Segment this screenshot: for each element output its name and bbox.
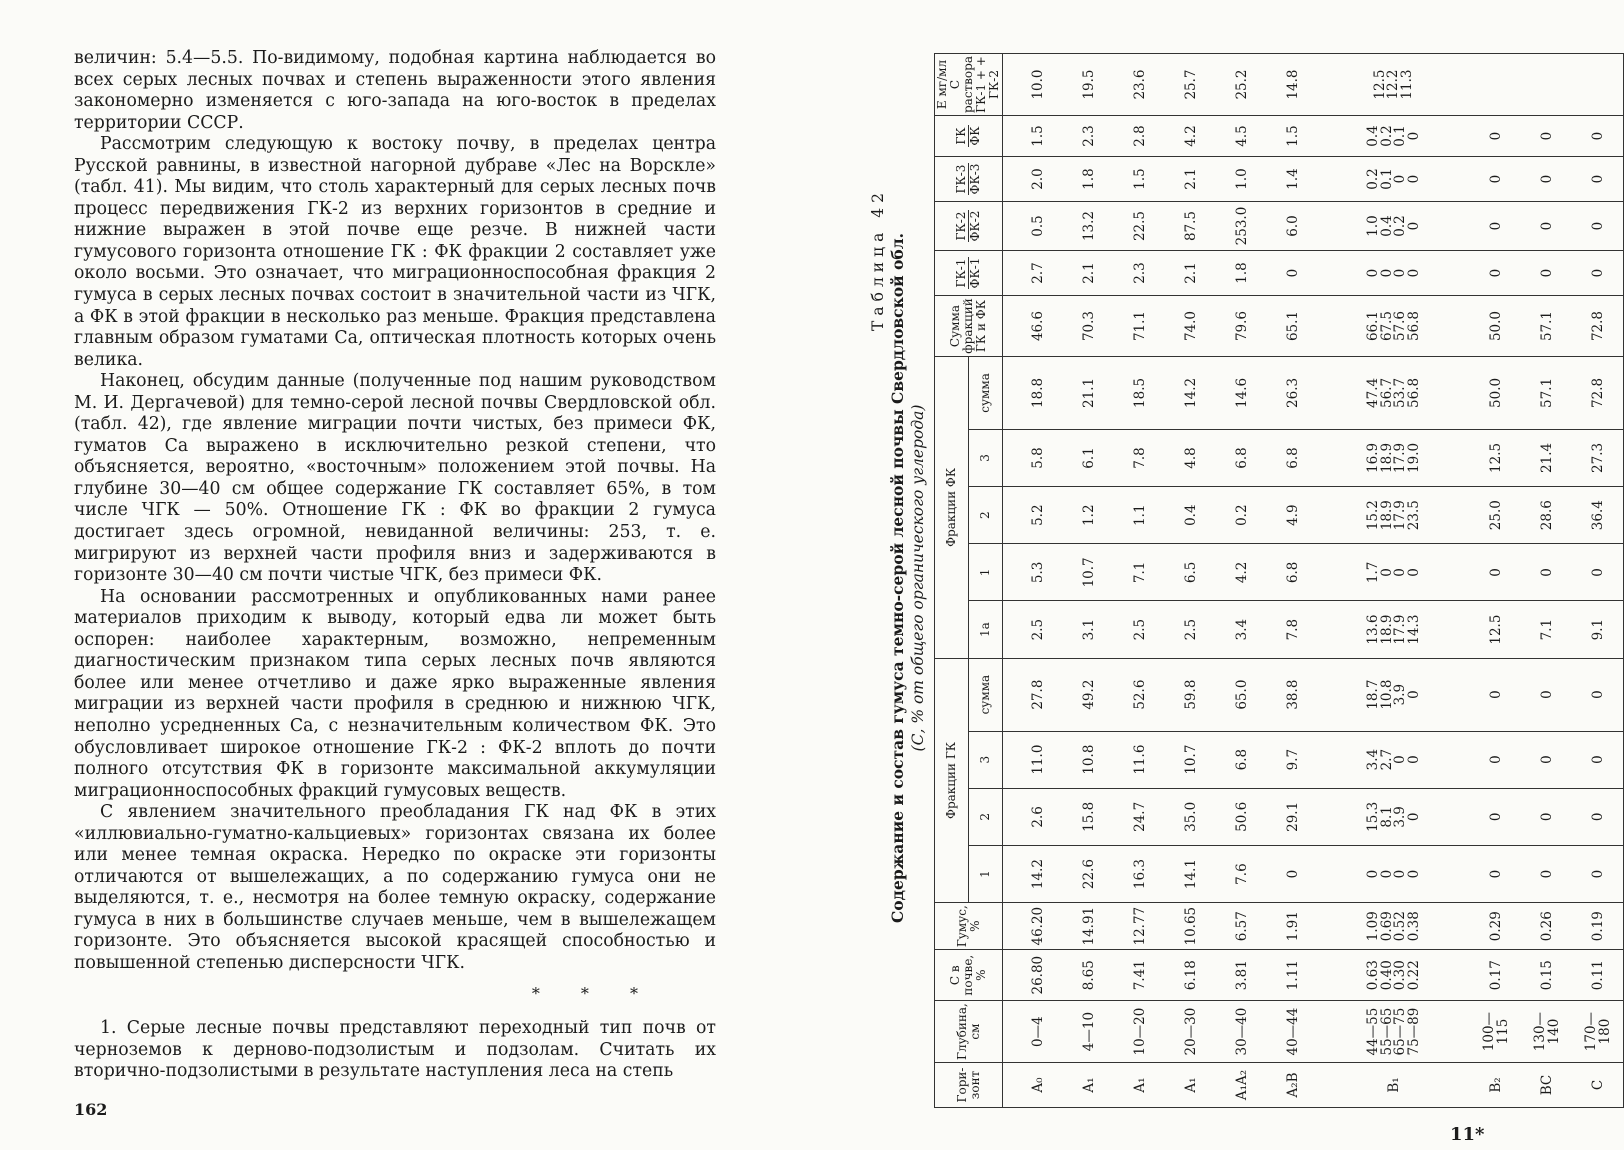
table-cell-g1: 0 [1521,845,1572,902]
table-cell-r1: 0 [1521,251,1572,296]
table-cell-hum: 6.57 [1216,903,1267,950]
header-ratio-3: ГК-3 ФК-3 [935,157,1003,202]
table-cell-c: 0.17 [1470,950,1521,1001]
table-cell-c: 8.65 [1063,950,1114,1001]
table-cell-c: 1.11 [1267,950,1318,1001]
table-body [1003,54,1624,1108]
table-cell-d: 170—180 [1572,1001,1624,1063]
table-cell-g2: 15.8 [1063,788,1114,845]
table-cell-r2: 22.5 [1114,202,1165,251]
table-cell-g3: 9.7 [1267,731,1318,788]
table-cell-f3: 4.8 [1165,429,1216,486]
table-cell-d: 130—140 [1521,1001,1572,1063]
table-cell-g2: 29.1 [1267,788,1318,845]
table-cell-sum: 50.0 [1470,296,1521,357]
table-row [1572,54,1624,1108]
table-cell-g1: 14.1 [1165,845,1216,902]
table-cell-f3: 21.4 [1521,429,1572,486]
table-cell-c: 0.63 0.40 0.30 0.22 [1318,950,1470,1001]
table-cell-f3: 5.8 [1003,429,1064,486]
table-cell-fs: 26.3 [1267,357,1318,430]
table-cell-e: 25.2 [1216,54,1267,116]
header-ratio-2: ГК-2 ФК-2 [935,202,1003,251]
table-cell-hum: 1.09 0.69 0.52 0.38 [1318,903,1470,950]
header-fk-2: 2 [969,487,1003,544]
header-gk-3: 3 [969,731,1003,788]
table-cell-hum: 0.19 [1572,903,1624,950]
table-cell-e: 12.5 12.2 11.3 [1318,54,1470,116]
table-cell-g2: 0 [1572,788,1624,845]
table-cell-h: A₂B [1267,1063,1318,1108]
table-cell-r2: 6.0 [1267,202,1318,251]
table-cell-r: 1.5 [1003,116,1064,157]
header-fk-group: Фракции ФК [935,357,969,659]
header-ratio-1: ГК-1 ФК-1 [935,251,1003,296]
table-cell-g3: 11.0 [1003,731,1064,788]
table-cell-sum: 71.1 [1114,296,1165,357]
table-cell-f3: 6.8 [1267,429,1318,486]
table-cell-r3: 2.1 [1165,157,1216,202]
table-cell-e [1572,54,1624,116]
header-fk-1: 1 [969,544,1003,601]
table-cell-h: BC [1521,1063,1572,1108]
table-cell-r: 4.5 [1216,116,1267,157]
table-cell-g3: 3.4 2.7 0 0 [1318,731,1470,788]
table-cell-fs: 47.4 56.7 53.7 56.8 [1318,357,1470,430]
table-cell-d: 10—20 [1114,1001,1165,1063]
table-cell-e: 10.0 [1003,54,1064,116]
page-number-right: 11* [1450,1124,1485,1145]
table-cell-g2: 0 [1470,788,1521,845]
table-cell-c: 7.41 [1114,950,1165,1001]
table-cell-e: 19.5 [1063,54,1114,116]
table-cell-f3: 16.9 18.9 17.9 19.0 [1318,429,1470,486]
header-gk-group: Фракции ГК [935,658,969,902]
table-cell-f1: 5.3 [1003,544,1064,601]
table-row [1318,54,1470,1108]
table-cell-fs: 18.8 [1003,357,1064,430]
table-cell-g3: 10.7 [1165,731,1216,788]
table-cell-fs: 72.8 [1572,357,1624,430]
table-cell-d: 20—30 [1165,1001,1216,1063]
table-cell-f2: 0.2 [1216,487,1267,544]
table-cell-r2: 13.2 [1063,202,1114,251]
table-cell-f2: 28.6 [1521,487,1572,544]
table-cell-e [1521,54,1572,116]
paragraph-4: На основании рассмотренных и опубликованных нами ранее материалов приходим к выводу, который едва ли может быть оспорен: наиболее характерным, возможно, непременным диагностическим признаком типа серых лесных почв являются более или менее отчетливо и даже ярко выраженные явления миграции из верхней части профиля в среднюю и нижнюю ЧГК, неполно усредненных Са, с незначительным количеством ФК. Это обусловливает широкое отношение ГК-2 : ФК-2 вплоть до почти полного отсутствия ФК в горизонте максимальной аккумуляции миграционноспособных фракций гумусовых веществ. [74,586,716,801]
table-subtitle: (С, % от общего органического углерода) [909,404,927,752]
table-cell-hum: 1.91 [1267,903,1318,950]
header-gk-sum: сумма [969,658,1003,731]
table-page-rotated [868,48,1613,1108]
humus-table [934,53,1624,1108]
table-cell-f3: 27.3 [1572,429,1624,486]
table-cell-f3: 6.1 [1063,429,1114,486]
table-cell-sum: 70.3 [1063,296,1114,357]
table-cell-d: 4—10 [1063,1001,1114,1063]
table-row [1470,54,1521,1108]
table-cell-g2: 24.7 [1114,788,1165,845]
header-ratio-total: ГК ФК [935,116,1003,157]
header-depth: Глубина, см [935,1001,1003,1063]
paragraph-5: С явлением значительного преобладания ГК над ФК в этих «иллювиально-гуматно-кальциевых» горизонтах связана их более или менее темная окраска. Нередко по окраске эти горизонты отличаются от вышележащих, а по содержанию гумуса они не выделяются, т. е., несмотря на более темную окраску, содержание гумуса в них в большинстве случаев меньше, чем в вышележащем горизонте. Это объясняется высокой красящей способностью и повышенной степенью дисперсности ЧГК. [74,802,716,973]
table-cell-fs: 18.5 [1114,357,1165,430]
table-cell-g3: 11.6 [1114,731,1165,788]
table-cell-gs: 27.8 [1003,658,1064,731]
table-cell-h: A₁ [1165,1063,1216,1108]
table-cell-sum: 79.6 [1216,296,1267,357]
table-cell-d: 30—40 [1216,1001,1267,1063]
left-page-text [74,48,716,1083]
table-cell-g1: 0 [1267,845,1318,902]
table-cell-c: 3.81 [1216,950,1267,1001]
table-cell-r3: 0.2 0.1 0 0 [1318,157,1470,202]
table-cell-g1: 0 [1470,845,1521,902]
table-cell-r1: 2.3 [1114,251,1165,296]
table-cell-h: B₂ [1470,1063,1521,1108]
table-cell-f3: 7.8 [1114,429,1165,486]
table-row [1114,54,1165,1108]
table-cell-f1: 6.8 [1267,544,1318,601]
table-cell-r2: 0 [1470,202,1521,251]
table-cell-sum: 74.0 [1165,296,1216,357]
header-gk-1: 1 [969,845,1003,902]
table-cell-f1: 6.5 [1165,544,1216,601]
table-cell-f3: 6.8 [1216,429,1267,486]
table-cell-g3: 0 [1521,731,1572,788]
table-cell-f1a: 13.6 18.9 17.9 14.3 [1318,601,1470,658]
table-cell-r: 0.4 0.2 0.1 0 [1318,116,1470,157]
table-cell-hum: 46.20 [1003,903,1064,950]
table-cell-h: A₁ [1063,1063,1114,1108]
table-row [1165,54,1216,1108]
table-cell-r3: 1.4 [1267,157,1318,202]
header-gk-2: 2 [969,788,1003,845]
table-cell-gs: 52.6 [1114,658,1165,731]
table-cell-f1a: 7.8 [1267,601,1318,658]
section-separator: * * * [531,983,656,1003]
table-cell-g2: 15.3 8.1 3.9 0 [1318,788,1470,845]
table-cell-fs: 50.0 [1470,357,1521,430]
table-cell-r3: 2.0 [1003,157,1064,202]
paragraph-2: Рассмотрим следующую к востоку почву, в пределах центра Русской равнины, в известной нагорной дубраве «Лес на Ворскле» (табл. 41). Мы видим, что столь характерный для серых лесных почв процесс передвижения ГК-2 из верхних горизонтов в средние и нижние выражен в этой почве еще резче. В нижней части гумусового горизонта отношение ГК : ФК фракции 2 составляет уже около восьми. Это означает, что миграционноспособная фракция 2 гумуса в серых лесных почвах состоит в значительной части из ЧГК, а ФК в этой фракции в несколько раз меньше. Фракция представлена главным образом гуматами Са, оптическая плотность которых очень велика. [74,134,716,370]
table-cell-h: C [1572,1063,1624,1108]
paragraph-1: величин: 5.4—5.5. По-видимому, подобная картина наблюдается во всех серых лесных почвах и степень выраженности этого явления закономерно изменяется с юго-запада на юго-восток в пределах территории СССР. [74,48,716,133]
header-humus: Гумус, % [935,903,1003,950]
table-cell-g1: 14.2 [1003,845,1064,902]
table-cell-f1: 1.7 0 0 0 [1318,544,1470,601]
table-cell-g2: 2.6 [1003,788,1064,845]
table-cell-gs: 18.7 10.8 3.9 0 [1318,658,1470,731]
table-cell-gs: 65.0 [1216,658,1267,731]
table-cell-f1a: 3.4 [1216,601,1267,658]
table-cell-g1: 7.6 [1216,845,1267,902]
table-cell-r3: 0 [1572,157,1624,202]
table-cell-c: 26.80 [1003,950,1064,1001]
table-cell-f1: 7.1 [1114,544,1165,601]
table-cell-c: 0.11 [1572,950,1624,1001]
table-row [1216,54,1267,1108]
table-cell-r3: 1.0 [1216,157,1267,202]
table-cell-g3: 6.8 [1216,731,1267,788]
table-cell-d: 40—44 [1267,1001,1318,1063]
table-cell-r3: 0 [1470,157,1521,202]
header-fk-3: 3 [969,429,1003,486]
table-row [1267,54,1318,1108]
table-cell-r: 0 [1521,116,1572,157]
table-row [1063,54,1114,1108]
table-cell-r2: 1.0 0.4 0.2 0 [1318,202,1470,251]
table-cell-f1a: 7.1 [1521,601,1572,658]
table-cell-f2: 4.9 [1267,487,1318,544]
table-cell-g1: 16.3 [1114,845,1165,902]
table-title: Содержание и состав гумуса темно-серой лесной почвы Свердловской обл. [888,232,907,924]
table-cell-fs: 14.6 [1216,357,1267,430]
table-cell-r1: 0 [1470,251,1521,296]
table-cell-r2: 253.0 [1216,202,1267,251]
table-cell-f1a: 12.5 [1470,601,1521,658]
table-cell-r2: 87.5 [1165,202,1216,251]
table-cell-h: A₀ [1003,1063,1064,1108]
table-cell-f1a: 9.1 [1572,601,1624,658]
table-cell-f1: 10.7 [1063,544,1114,601]
table-cell-f1: 4.2 [1216,544,1267,601]
table-cell-hum: 0.29 [1470,903,1521,950]
table-cell-r1: 0 0 0 0 [1318,251,1470,296]
table-cell-h: A₁ [1114,1063,1165,1108]
table-cell-f3: 12.5 [1470,429,1521,486]
table-cell-sum: 72.8 [1572,296,1624,357]
table-cell-r3: 0 [1521,157,1572,202]
table-cell-d: 100—115 [1470,1001,1521,1063]
table-cell-f2: 36.4 [1572,487,1624,544]
table-cell-r: 4.2 [1165,116,1216,157]
table-row [1521,54,1572,1108]
table-cell-e: 25.7 [1165,54,1216,116]
table-cell-g1: 0 [1572,845,1624,902]
paragraph-6: 1. Серые лесные почвы представляют переходный тип почв от черноземов к дерново-подзолистым и подзолам. Считать их вторично-подзолистыми в результате наступления леса на степь [74,1018,716,1082]
table-caption [868,48,928,1108]
table-cell-sum: 46.6 [1003,296,1064,357]
header-c-soil: С в почве, % [935,950,1003,1001]
table-cell-gs: 38.8 [1267,658,1318,731]
header-sum-fractions: Сумма фракций ГК и ФК [935,296,1003,357]
table-cell-d: 44—55 55—65 65—75 75—89 [1318,1001,1470,1063]
table-cell-r: 2.3 [1063,116,1114,157]
table-cell-fs: 57.1 [1521,357,1572,430]
table-cell-r: 0 [1572,116,1624,157]
table-cell-gs: 0 [1470,658,1521,731]
table-cell-f2: 15.2 18.9 17.9 23.5 [1318,487,1470,544]
table-cell-h: B₁ [1318,1063,1470,1108]
table-cell-hum: 14.91 [1063,903,1114,950]
table-cell-f1: 0 [1521,544,1572,601]
table-cell-r1: 2.7 [1003,251,1064,296]
table-cell-r1: 2.1 [1165,251,1216,296]
table-cell-c: 0.15 [1521,950,1572,1001]
table-cell-sum: 65.1 [1267,296,1318,357]
table-cell-fs: 21.1 [1063,357,1114,430]
table-cell-e: 23.6 [1114,54,1165,116]
paragraph-3: Наконец, обсудим данные (полученные под нашим руководством М. И. Дергачевой) для темно-серой лесной почвы Свердловской обл. (табл. 42), где явление миграции почти чистых, без примеси ФК, гуматов Са выражено в исключительно резкой степени, что объясняется, вероятно, «восточным» положением этой почвы. На глубине 30—40 см общее содержание ГК составляет 65%, в том числе ЧГК — 50%. Отношение ГК : ФК во фракции 2 гумуса достигает здесь огромной, невиданной величины: 253, т. е. мигрируют из верхней части профиля вниз и задерживаются в горизонте 30—40 см почти чистые ЧГК, без примеси ФК. [74,371,716,586]
table-cell-g1: 22.6 [1063,845,1114,902]
table-cell-r1: 0 [1267,251,1318,296]
table-cell-fs: 14.2 [1165,357,1216,430]
table-cell-f1a: 2.5 [1165,601,1216,658]
table-cell-gs: 59.8 [1165,658,1216,731]
table-cell-gs: 0 [1572,658,1624,731]
table-cell-r3: 1.8 [1063,157,1114,202]
table-cell-r1: 2.1 [1063,251,1114,296]
table-cell-sum: 66.1 67.5 57.6 56.8 [1318,296,1470,357]
header-e-value: E мг/мл С раствора ГК-1 + + ГК-2 [935,54,1003,116]
table-cell-g3: 0 [1572,731,1624,788]
table-cell-g2: 50.6 [1216,788,1267,845]
table-cell-c: 6.18 [1165,950,1216,1001]
table-cell-r1: 1.8 [1216,251,1267,296]
page-number-left: 162 [74,1100,108,1119]
header-fk-1a: 1а [969,601,1003,658]
table-cell-f2: 1.2 [1063,487,1114,544]
table-cell-e [1470,54,1521,116]
table-cell-hum: 0.26 [1521,903,1572,950]
table-cell-r: 2.8 [1114,116,1165,157]
table-cell-r: 1.5 [1267,116,1318,157]
table-cell-f2: 5.2 [1003,487,1064,544]
table-cell-f2: 1.1 [1114,487,1165,544]
table-cell-r1: 0 [1572,251,1624,296]
table-cell-r: 0 [1470,116,1521,157]
table-cell-g1: 0 0 0 0 [1318,845,1470,902]
table-cell-g2: 0 [1521,788,1572,845]
header-horizon: Гори-зонт [935,1063,1003,1108]
table-cell-g3: 10.8 [1063,731,1114,788]
table-cell-hum: 10.65 [1165,903,1216,950]
table-cell-e: 14.8 [1267,54,1318,116]
table-cell-f2: 0.4 [1165,487,1216,544]
table-cell-r2: 0.5 [1003,202,1064,251]
table-cell-gs: 0 [1521,658,1572,731]
table-cell-d: 0—4 [1003,1001,1064,1063]
header-fk-sum: сумма [969,357,1003,430]
table-cell-sum: 57.1 [1521,296,1572,357]
table-cell-f1: 0 [1470,544,1521,601]
table-cell-hum: 12.77 [1114,903,1165,950]
table-cell-f2: 25.0 [1470,487,1521,544]
table-cell-h: A₁A₂ [1216,1063,1267,1108]
table-cell-f1a: 3.1 [1063,601,1114,658]
table-cell-r3: 1.5 [1114,157,1165,202]
table-cell-r2: 0 [1521,202,1572,251]
table-row [1003,54,1064,1108]
table-cell-f1a: 2.5 [1114,601,1165,658]
table-cell-f1: 0 [1572,544,1624,601]
table-number: Таблица 42 [869,188,887,331]
table-cell-gs: 49.2 [1063,658,1114,731]
table-cell-r2: 0 [1572,202,1624,251]
table-cell-g2: 35.0 [1165,788,1216,845]
table-cell-f1a: 2.5 [1003,601,1064,658]
table-cell-g3: 0 [1470,731,1521,788]
